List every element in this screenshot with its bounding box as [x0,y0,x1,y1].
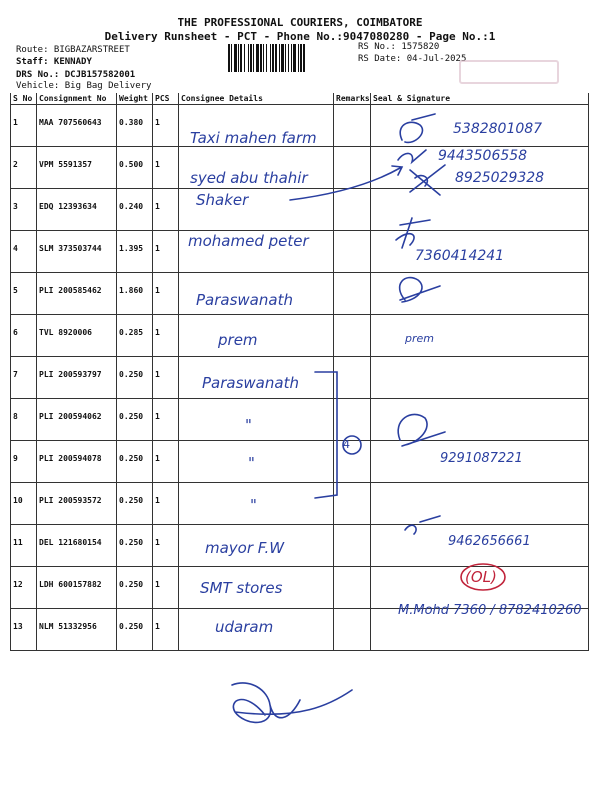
sno-cell: 9 [11,441,37,483]
barcode-bar [263,44,264,72]
barcode-bar [260,44,262,72]
remarks-cell [334,609,371,651]
sno-cell: 12 [11,567,37,609]
consignee-handwriting: " [250,496,257,514]
barcode-bar [266,44,267,72]
pcs-cell: 1 [153,315,179,357]
consignee-cell [179,105,334,147]
table-row [11,525,589,567]
consignee-cell [179,567,334,609]
sno-cell: 13 [11,609,37,651]
barcode-bar [281,44,284,72]
barcode-bar [303,44,305,72]
sno-cell: 3 [11,189,37,231]
sno-cell: 1 [11,105,37,147]
barcode-bar [272,44,274,72]
signature-text: prem [405,332,434,345]
table-row [11,609,589,651]
consignee-handwriting: Paraswanath [202,374,299,392]
table-row [11,567,589,609]
consignment-cell: PLI 200585462 [37,273,117,315]
runsheet-table [10,93,589,651]
barcode-bar [275,44,277,72]
consignee-cell [179,231,334,273]
column-header: Consignee Details [179,93,334,105]
barcode-bar [298,44,299,72]
route-text: Route: BIGBAZARSTREET [16,45,130,55]
pcs-cell: 1 [153,189,179,231]
barcode-bar [256,44,259,72]
remarks-cell [334,147,371,189]
pcs-cell: 1 [153,399,179,441]
table-row [11,441,589,483]
consignment-cell: VPM 5591357 [37,147,117,189]
red-remark: (OL) [465,568,497,586]
column-header: Remarks [334,93,371,105]
weight-cell: 0.380 [117,105,153,147]
sno-cell: 7 [11,357,37,399]
consignment-cell: PLI 200594062 [37,399,117,441]
consignee-handwriting: Paraswanath [196,291,293,309]
pcs-cell: 1 [153,147,179,189]
column-header: S No [11,93,37,105]
table-row [11,147,589,189]
weight-cell: 0.250 [117,357,153,399]
signature-phone: M.Mohd 7360 / 8782410260 [398,603,582,618]
remarks-cell [334,483,371,525]
consignment-cell: SLM 373503744 [37,231,117,273]
sno-cell: 8 [11,399,37,441]
signature-cell [371,441,589,483]
table-row [11,273,589,315]
remarks-cell [334,357,371,399]
table-row [11,315,589,357]
signature-phone: 9291087221 [440,451,523,466]
signature-phone: 5382801087 [453,121,543,137]
weight-cell: 0.500 [117,147,153,189]
pcs-cell: 1 [153,105,179,147]
pcs-cell: 1 [153,357,179,399]
pcs-cell: 1 [153,609,179,651]
rs-date: RS Date: 04-Jul-2025 [358,54,467,64]
signature-cell [371,105,589,147]
barcode-bar [238,44,239,72]
signature-phone: 8925029328 [455,170,545,186]
barcode-bar [293,44,296,72]
remarks-cell [334,273,371,315]
consignee-cell [179,483,334,525]
barcode-bar [270,44,271,72]
weight-cell: 0.250 [117,399,153,441]
table-row [11,399,589,441]
sno-cell: 2 [11,147,37,189]
barcode-image [228,44,352,72]
signature-cell [371,399,589,441]
table-row [11,105,589,147]
consignee-cell [179,609,334,651]
faded-stamp [459,60,559,84]
pcs-cell: 1 [153,525,179,567]
pcs-cell: 1 [153,273,179,315]
consignee-handwriting: prem [218,331,258,349]
consignee-cell [179,525,334,567]
weight-cell: 0.250 [117,567,153,609]
sno-cell: 10 [11,483,37,525]
column-header: Weight [117,93,153,105]
pcs-cell: 1 [153,567,179,609]
table-row [11,357,589,399]
consignment-cell: TVL 8920006 [37,315,117,357]
signature-cell [371,525,589,567]
consignment-cell: NLM 51332956 [37,609,117,651]
barcode-bar [288,44,289,72]
signature-cell [371,567,589,609]
consignee-handwriting: Taxi mahen farm [190,129,317,147]
staff-signature [232,683,352,722]
weight-cell: 0.250 [117,525,153,567]
consignee-handwriting: Shaker [196,191,249,209]
sno-cell: 4 [11,231,37,273]
pcs-cell: 1 [153,441,179,483]
bracket-mark: 4 [343,438,350,451]
consignment-cell: PLI 200593572 [37,483,117,525]
barcode-bar [248,44,249,72]
table-row [11,189,589,231]
runsheet-subtitle: Delivery Runsheet - PCT - Phone No.:9047080280 - Page No.:1 [104,30,496,43]
barcode-bar [228,44,230,72]
consignee-cell [179,315,334,357]
pcs-cell: 1 [153,483,179,525]
signature-cell [371,231,589,273]
signature-cell [371,147,589,189]
consignee-cell [179,273,334,315]
consignee-handwriting: udaram [215,618,274,636]
signature-phone: 9462656661 [448,534,531,549]
rs-number: RS No.: 1575820 [358,42,440,52]
consignee-cell [179,189,334,231]
signature-cell [371,357,589,399]
company-title: THE PROFESSIONAL COURIERS, COIMBATORE [177,16,423,29]
barcode-bar [285,44,286,72]
table-row [11,483,589,525]
barcode-bar [250,44,252,72]
column-header: Seal & Signature [371,93,589,105]
consignee-handwriting: " [245,416,252,434]
consignment-cell: MAA 707560643 [37,105,117,147]
consignee-handwriting: SMT stores [200,579,283,597]
barcode-bar [231,44,232,72]
weight-cell: 1.860 [117,273,153,315]
weight-cell: 0.250 [117,483,153,525]
consignment-cell: PLI 200593797 [37,357,117,399]
barcode-bar [300,44,302,72]
barcode-bar [279,44,280,72]
remarks-cell [334,315,371,357]
remarks-cell [334,567,371,609]
consignee-handwriting: mohamed peter [188,232,309,250]
table-header-row [11,93,589,105]
weight-cell: 0.285 [117,315,153,357]
sno-cell: 6 [11,315,37,357]
signature-cell [371,273,589,315]
signature-cell [371,189,589,231]
barcode-bar [234,44,237,72]
signature-phone: 7360414241 [415,248,505,264]
signature-phone: 9443506558 [438,148,528,164]
weight-cell: 0.240 [117,189,153,231]
weight-cell: 1.395 [117,231,153,273]
pcs-cell: 1 [153,231,179,273]
weight-cell: 0.250 [117,441,153,483]
remarks-cell [334,105,371,147]
column-header: Consignment No [37,93,117,105]
consignee-handwriting: mayor F.W [205,539,285,557]
consignee-cell [179,147,334,189]
table-row [11,231,589,273]
consignee-cell [179,441,334,483]
signature-cell [371,609,589,651]
sno-cell: 11 [11,525,37,567]
consignment-cell: EDQ 12393634 [37,189,117,231]
weight-cell: 0.250 [117,609,153,651]
consignee-cell [179,399,334,441]
signature-cell [371,483,589,525]
consignment-cell: DEL 121680154 [37,525,117,567]
consignment-cell: PLI 200594078 [37,441,117,483]
remarks-cell [334,231,371,273]
consignee-handwriting: syed abu thahir [190,169,308,187]
consignee-handwriting: " [248,454,255,472]
consignment-cell: LDH 600157882 [37,567,117,609]
remarks-cell [334,399,371,441]
remarks-cell [334,525,371,567]
consignee-cell [179,357,334,399]
drs-number: DRS No.: DCJB157582001 [16,70,136,80]
barcode-bar [291,44,292,72]
barcode-bar [240,44,242,72]
signature-cell [371,315,589,357]
barcode-bar [253,44,254,72]
vehicle-text: Vehicle: Big Bag Delivery [16,81,152,91]
staff-text: Staff: KENNADY [16,57,92,67]
column-header: PCS [153,93,179,105]
sno-cell: 5 [11,273,37,315]
barcode-bar [244,44,245,72]
remarks-cell [334,189,371,231]
remarks-cell [334,441,371,483]
